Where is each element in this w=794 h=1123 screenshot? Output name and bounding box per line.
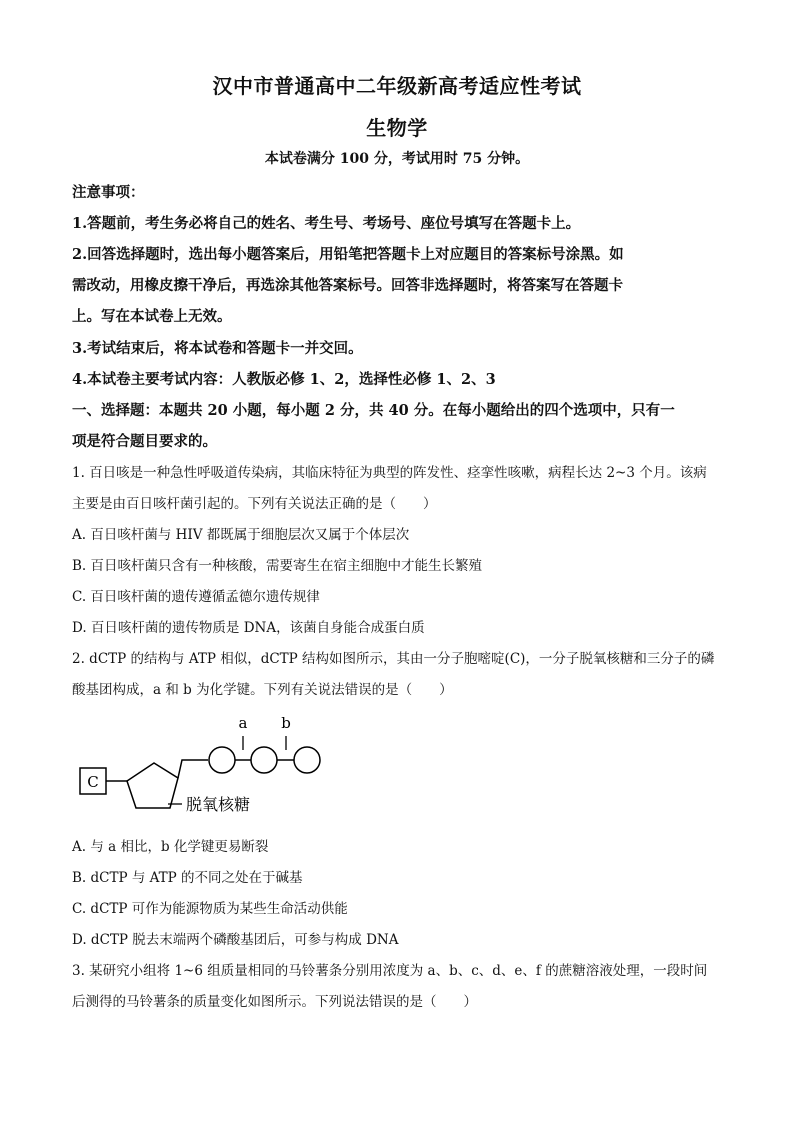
question-3-stem: 后测得的马铃薯条的质量变化如图所示。下列说法错误的是（ ） xyxy=(72,994,477,1010)
question-2-option-a: A. 与 a 相比，b 化学键更易断裂 xyxy=(72,839,269,855)
notice-item: 上。写在本试卷上无效。 xyxy=(72,308,232,325)
phosphate-2 xyxy=(251,747,277,773)
dctp-structure-diagram xyxy=(70,708,370,828)
section-heading: 一、选择题：本题共 20 小题，每小题 2 分，共 40 分。在每小题给出的四个选项中，只有一 xyxy=(72,402,675,419)
question-2-option-c: C. dCTP 可作为能源物质为某些生命活动供能 xyxy=(72,901,348,917)
question-1-option-b: B. 百日咳杆菌只含有一种核酸，需要寄生在宿主细胞中才能生长繁殖 xyxy=(72,558,483,574)
bond-a-label: a xyxy=(238,714,248,732)
sugar-ring xyxy=(127,763,178,808)
subject-title: 生物学 xyxy=(366,116,428,140)
notice-item: 需改动，用橡皮擦干净后，再选涂其他答案标号。回答非选择题时，将答案写在答题卡 xyxy=(72,277,623,294)
bond-b-label: b xyxy=(281,714,291,732)
question-1-stem: 主要是由百日咳杆菌引起的。下列有关说法正确的是（ ） xyxy=(72,496,437,512)
notice-item: 1.答题前，考生务必将自己的姓名、考生号、考场号、座位号填写在答题卡上。 xyxy=(72,215,581,232)
exam-title: 汉中市普通高中二年级新高考适应性考试 xyxy=(212,74,582,98)
phosphate-3 xyxy=(294,747,320,773)
section-heading-cont: 项是符合题目要求的。 xyxy=(72,433,217,450)
question-2-stem: 2. dCTP 的结构与 ATP 相似，dCTP 结构如图所示，其由一分子胞嘧啶(C)，一分子脱氧核糖和三分子的磷 xyxy=(72,651,715,667)
notice-heading: 注意事项： xyxy=(72,184,145,201)
question-2-option-b: B. dCTP 与 ATP 的不同之处在于碱基 xyxy=(72,870,303,886)
question-1-stem: 1. 百日咳是一种急性呼吸道传染病，其临床特征为典型的阵发性、痉挛性咳嗽，病程长达 2~3 个月。该病 xyxy=(72,465,707,481)
question-1-option-d: D. 百日咳杆菌的遗传物质是 DNA，该菌自身能合成蛋白质 xyxy=(72,620,425,636)
notice-item: 3.考试结束后，将本试卷和答题卡一并交回。 xyxy=(72,340,363,357)
sugar-phosphate-bond xyxy=(178,760,208,778)
question-2-option-d: D. dCTP 脱去末端两个磷酸基团后，可参与构成 DNA xyxy=(72,932,399,948)
question-1-option-a: A. 百日咳杆菌与 HIV 都既属于细胞层次又属于个体层次 xyxy=(72,527,410,543)
notice-item: 4.本试卷主要考试内容：人教版必修 1、2，选择性必修 1、2、3 xyxy=(72,371,496,388)
sugar-label: 脱氧核糖 xyxy=(186,795,251,814)
question-3-stem: 3. 某研究小组将 1~6 组质量相同的马铃薯条分别用浓度为 a、b、c、d、e、f 的蔗糖溶液处理，一段时间 xyxy=(72,963,708,979)
question-1-option-c: C. 百日咳杆菌的遗传遵循孟德尔遗传规律 xyxy=(72,589,320,605)
base-label: C xyxy=(87,773,99,791)
exam-info: 本试卷满分 100 分，考试用时 75 分钟。 xyxy=(264,151,530,167)
question-2-stem: 酸基团构成，a 和 b 为化学键。下列有关说法错误的是（ ） xyxy=(72,682,453,698)
phosphate-1 xyxy=(209,747,235,773)
notice-item: 2.回答选择题时，选出每小题答案后，用铅笔把答题卡上对应题目的答案标号涂黑。如 xyxy=(72,246,624,263)
